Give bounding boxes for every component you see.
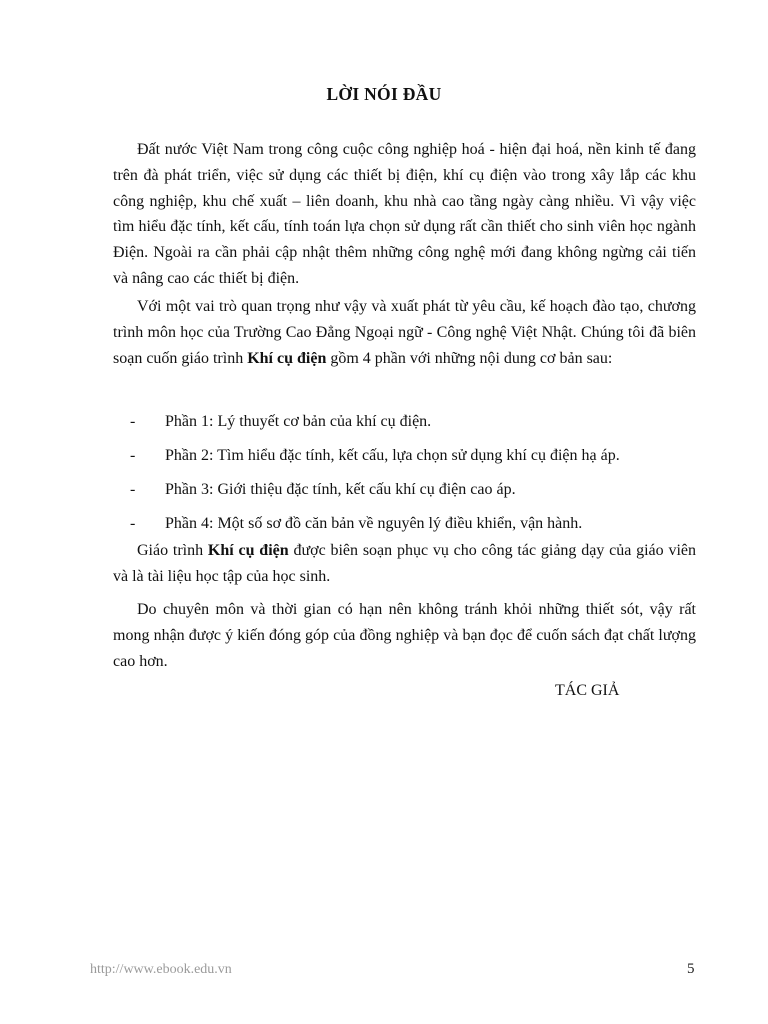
bullet-dash: - (130, 515, 136, 532)
bullet-dash: - (130, 447, 136, 464)
list-item-text: Phần 1: Lý thuyết cơ bản của khí cụ điện. (165, 413, 432, 430)
list-item-text: Phần 4: Một số sơ đồ căn bản về nguyên lý điều khiển, vận hành. (165, 515, 583, 532)
list-item (130, 439, 710, 473)
paragraph-purpose (113, 294, 696, 371)
author-signature: TÁC GIẢ (555, 682, 620, 699)
list-item-text: Phần 2: Tìm hiểu đặc tính, kết cấu, lựa chọn sử dụng khí cụ điện hạ áp. (165, 447, 620, 464)
page-number: 5 (687, 961, 695, 977)
list-item (130, 473, 710, 507)
paragraph-purpose-text-after: gồm 4 phần với những nội dung cơ bản sau: (326, 349, 613, 367)
bullet-dash: - (130, 481, 136, 498)
paragraph-purpose-text-before: Với một vai trò quan trọng như vậy và xuất phát từ yêu cầu, kế hoạch đào tạo, chương trình môn học của Trường Cao Đẳng Ngoại ngữ - Công nghệ Việt Nhật. Chúng tôi đã biên soạn cuốn giáo trình (113, 298, 696, 367)
paragraph-usage-text-before: Giáo trình (137, 542, 208, 559)
list-item (130, 405, 710, 439)
paragraph-usage (113, 538, 696, 590)
footer-url: http://www.ebook.edu.vn (90, 962, 232, 977)
paragraph-closing: Do chuyên môn và thời gian có hạn nên không tránh khỏi những thiết sót, vậy rất mong nhận được ý kiến đóng góp của đồng nghiệp và bạn đọc để cuốn sách đạt chất lượng cao hơn. (113, 601, 696, 670)
list-item (130, 507, 710, 541)
paragraph-intro: Đất nước Việt Nam trong công cuộc công nghiệp hoá - hiện đại hoá, nền kinh tế đang trên đà phát triển, việc sử dụng các thiết bị điện, khí cụ điện vào trong xây lắp các khu công nghiệp, khu chế xuất – liên doanh, khu nhà cao tầng ngày càng nhiều. Vì vậy việc tìm hiểu đặc tính, kết cấu, tính toán lựa chọn sử dụng rất cần thiết cho sinh viên học ngành Điện. Ngoài ra cần phải cập nhật thêm những công nghệ mới đang không ngừng cải tiến và nâng cao các thiết bị điện. (113, 141, 696, 287)
paragraph-usage-text-after: được biên soạn phục vụ cho công tác giảng dạy của giáo viên và là tài liệu học tập của học sinh. (113, 542, 696, 585)
bullet-dash: - (130, 413, 136, 430)
contents-list (130, 405, 710, 541)
page-title: LỜI NÓI ĐẦU (326, 84, 442, 104)
paragraph-usage-book-title: Khí cụ điện (207, 542, 289, 559)
list-item-text: Phần 3: Giới thiệu đặc tính, kết cấu khí cụ điện cao áp. (165, 481, 516, 498)
paragraph-purpose-book-title: Khí cụ điện (247, 349, 327, 367)
